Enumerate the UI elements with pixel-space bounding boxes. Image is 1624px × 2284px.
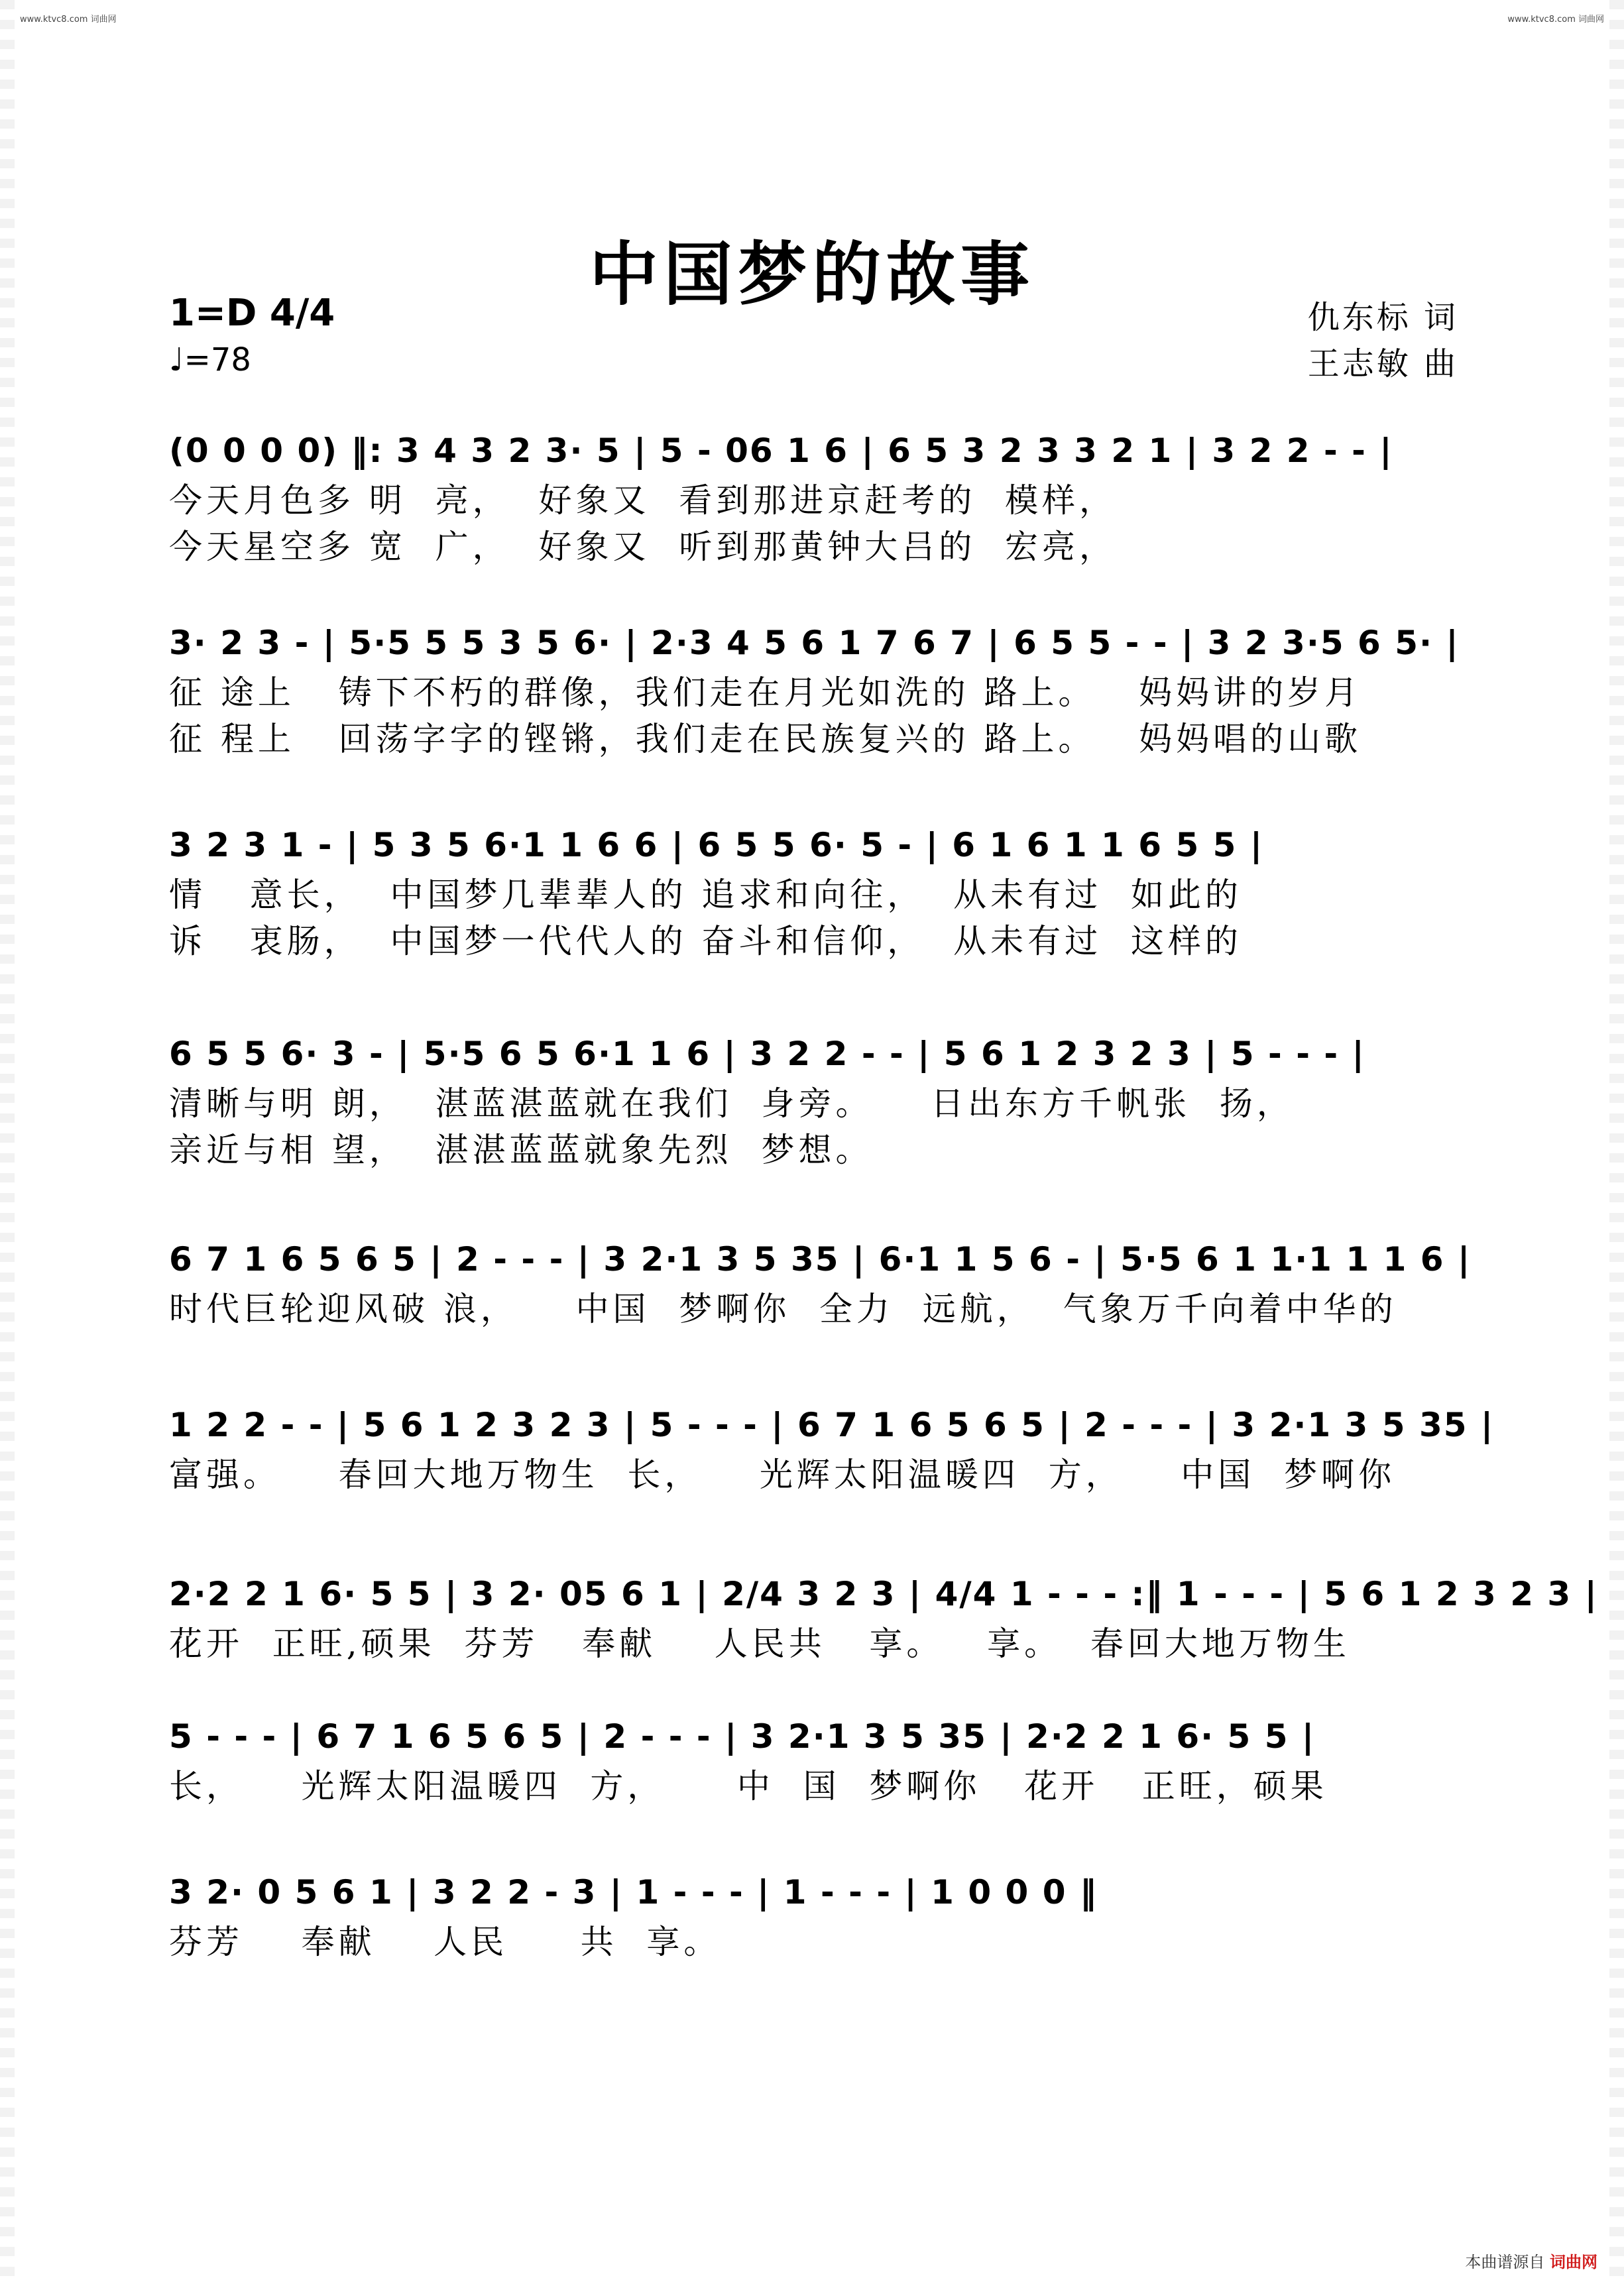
lyric-verse-1: 清晰与明 朗， 湛蓝湛蓝就在我们 身旁。 日出东方千帆张 扬， — [169, 1084, 1294, 1123]
top-left-site-note: www.ktvc8.com 词曲网 — [20, 15, 117, 25]
key-signature: 1=D 4/4 — [169, 292, 335, 335]
notation-row: 3 2· 0 5 6 1 | 3 2 2 - 3 | 1 - - - | 1 - - - | 1 0 0 0 ‖ — [169, 1873, 1098, 1912]
notation-row: 6 5 5 6· 3 - | 5·5 6 5 6·1 1 6 | 3 2 2 - - | 5 6 1 2 3 2 3 | 5 - - - | — [169, 1035, 1365, 1073]
lyric-verse-1: 征 途上 铸下不朽的群像，我们走在月光如洗的 路上。 妈妈讲的岁月 — [169, 673, 1362, 712]
score-line-9 — [169, 1866, 1462, 1965]
top-right-site-note: www.ktvc8.com 词曲网 — [1507, 15, 1604, 25]
left-watermark-strip — [0, 0, 15, 2284]
lyric-verse-1: 时代巨轮迎风破 浪， 中国 梦啊你 全力 远航， 气象万千向着中华的 — [169, 1290, 1397, 1328]
tempo-marking: ♩=78 — [169, 341, 251, 378]
right-watermark-strip — [1609, 0, 1624, 2284]
notation-row: 5 - - - | 6 7 1 6 5 6 5 | 2 - - - | 3 2·1 3 5 35 | 2·2 2 1 6· 5 5 | — [169, 1717, 1316, 1756]
lyric-verse-1: 花开 正旺,硕果 芬芳 奉献 人民共 享。 享。 春回大地万物生 — [169, 1625, 1350, 1663]
composer-credit: 王志敏 曲 — [1307, 345, 1458, 382]
footer-prefix: 本曲谱源自 — [1465, 2253, 1545, 2271]
notation-row: 1 2 2 - - | 5 6 1 2 3 2 3 | 5 - - - | 6 7 1 6 5 6 5 | 2 - - - | 3 2·1 3 5 35 | — [169, 1406, 1495, 1444]
lyric-verse-1: 芬芳 奉献 人民 共 享。 — [169, 1923, 721, 1961]
song-title: 中国梦的故事 — [589, 233, 1035, 315]
lyric-verse-1: 富强。 春回大地万物生 长， 光辉太阳温暖四 方， 中国 梦啊你 — [169, 1456, 1396, 1494]
score-line-5 — [169, 1233, 1472, 1332]
score-line-1 — [169, 424, 1462, 570]
lyric-verse-1: 今天月色多 明 亮， 好象又 看到那进京赶考的 模样， — [169, 481, 1117, 520]
lyric-verse-2: 亲近与相 望， 湛湛蓝蓝就象先烈 梦想。 — [169, 1131, 873, 1169]
notation-row: 2·2 2 1 6· 5 5 | 3 2· 05 6 1 | 2/4 3 2 3 | 4/4 1 - - - :‖ 1 - - - | 5 6 1 2 3 2 3 | — [169, 1575, 1598, 1613]
score-line-4 — [169, 1027, 1462, 1173]
notation-row: 3 2 3 1 - | 5 3 5 6·1 1 6 6 | 6 5 5 6· 5 - | 6 1 6 1 1 6 5 5 | — [169, 826, 1264, 864]
score-line-2 — [169, 616, 1462, 762]
score-line-6 — [169, 1399, 1495, 1498]
score-line-8 — [169, 1710, 1462, 1809]
lyric-verse-2: 今天星空多 宽 广， 好象又 听到那黄钟大吕的 宏亮， — [169, 528, 1117, 566]
footer-brand[interactable]: 词曲网 — [1550, 2253, 1597, 2271]
lyricist-credit: 仇东标 词 — [1307, 299, 1458, 336]
notation-row: (0 0 0 0) ‖: 3 4 3 2 3· 5 | 5 - 06 1 6 | 6 5 3 2 3 3 2 1 | 3 2 2 - - | — [169, 431, 1393, 470]
score-line-7 — [169, 1568, 1598, 1667]
lyric-verse-2: 诉 衷肠， 中国梦一代代人的 奋斗和信仰， 从未有过 这样的 — [169, 922, 1242, 960]
notation-row: 3· 2 3 - | 5·5 5 5 3 5 6· | 2·3 4 5 6 1 7 6 7 | 6 5 5 - - | 3 2 3·5 6 5· | — [169, 624, 1460, 662]
notation-row: 6 7 1 6 5 6 5 | 2 - - - | 3 2·1 3 5 35 | 6·1 1 5 6 - | 5·5 6 1 1·1 1 1 6 | — [169, 1240, 1472, 1279]
source-footer — [1465, 2249, 1597, 2272]
score-line-3 — [169, 819, 1462, 964]
lyric-verse-1: 情 意长， 中国梦几辈辈人的 追求和向往， 从未有过 如此的 — [169, 876, 1242, 914]
lyric-verse-2: 征 程上 回荡字字的铿锵，我们走在民族复兴的 路上。 妈妈唱的山歌 — [169, 720, 1362, 758]
lyric-verse-1: 长， 光辉太阳温暖四 方， 中 国 梦啊你 花开 正旺，硕果 — [169, 1767, 1328, 1805]
